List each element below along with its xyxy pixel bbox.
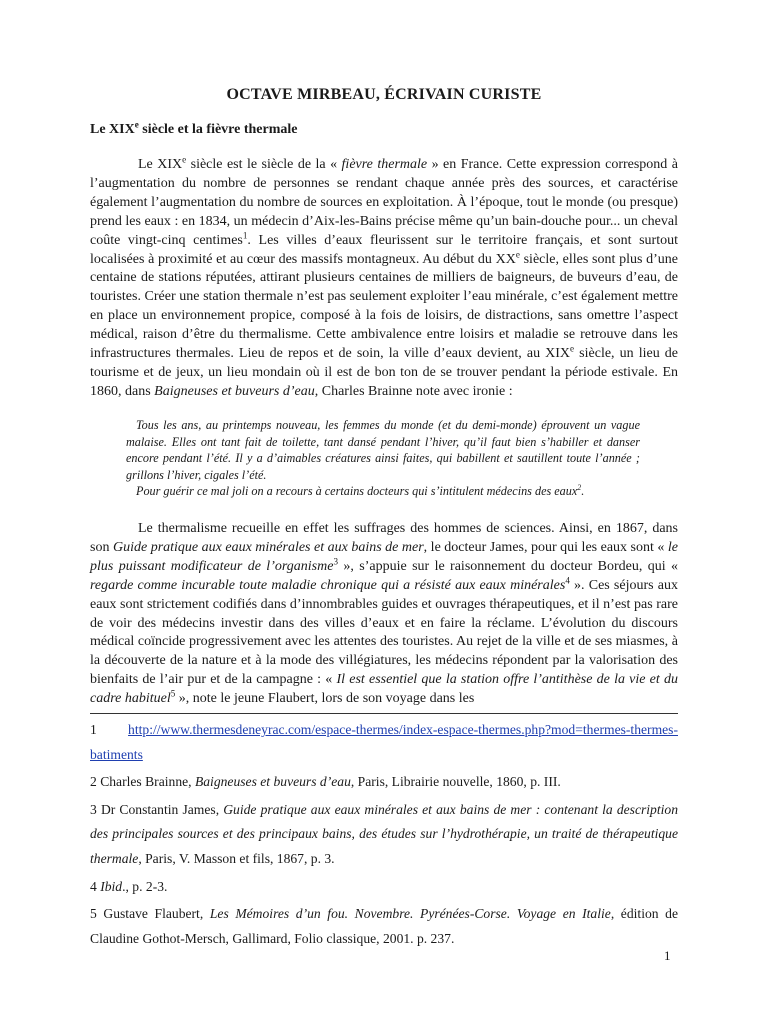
footnote-ref-1: 1 (242, 229, 248, 240)
footnote-text: 5 Gustave Flaubert, (90, 906, 210, 922)
p1-text: siècle est le siècle de la « (186, 157, 342, 172)
footnote-emphasis: Baigneuses et buveurs d’eau (194, 774, 351, 790)
footnote-text: , édition de Claudine Gothot-Mersch, Gallimard, Folio classique, 2001. p. 237. (90, 906, 678, 946)
footnote-3 (90, 798, 678, 872)
footnote-4 (90, 875, 678, 900)
p1-text: . Les villes d’eaux fleurissent sur le territoire français, et sont surtout localisées à proximité et au cœur des massifs montagneux. Au début du XX (90, 232, 678, 267)
page-number: 1 (664, 948, 671, 963)
p1-sup: e (515, 248, 520, 259)
footnotes (90, 718, 678, 954)
p2-emphasis: Il est essentiel que la station offre l’antithèse de la vie et du cadre habituel (90, 672, 678, 707)
p2-text: », note le jeune Flaubert, lors de son voyage dans les (175, 691, 475, 707)
section-heading-prefix: Le XIX (90, 122, 135, 137)
p1-sup: e (570, 343, 575, 354)
footnote-number: 1 (90, 722, 129, 737)
footnote-separator (90, 713, 678, 714)
footnote-text: 3 Dr Constantin James, (90, 801, 224, 817)
footnote-text: , Paris, Librairie nouvelle, 1860, p. III. (350, 774, 561, 790)
footnote-text: , Paris, V. Masson et fils, 1867, p. 3. (138, 850, 335, 866)
p2-text: ». Ces séjours aux eaux sont strictement codifiés dans d’innombrables guides et ouvrages thérapeutiques, et il n’est pas rare de voir des médecins investir dans des villes d’eaux et en faire la réclame. L’évolution du discours médical coïncide progressivement avec les attentes des touristes. Au rejet de la ville et de ses miasmes, à la découverte de la nature et à la mode des villégiatures, les médecins répondent par la valorisation des bienfaits de l’air pur et de la campagne : « (90, 577, 678, 688)
block-quote (126, 417, 640, 500)
p1-text: siècle, un lieu de tourisme et de jeux, un lieu mondain où il est de bon ton de se trouver pendant la période estivale. En 1860, dans (90, 346, 678, 399)
footnote-1-link[interactable]: http://www.thermesdeneyrac.com/espace-thermes/index-espace-thermes.php?mod=thermes-thermes-batiments (90, 722, 678, 762)
footnote-2 (90, 770, 678, 795)
p2-emphasis: regarde comme incurable toute maladie chronique qui a résisté aux eaux minérales (90, 577, 566, 593)
footnote-ref-2: 2 (577, 483, 582, 493)
p1-emphasis: Baigneuses et buveurs d’eau (154, 383, 315, 399)
p1-text: , Charles Brainne note avec ironie : (314, 383, 513, 399)
p2-emphasis: le plus puissant modificateur de l’organisme (90, 539, 679, 574)
p1-text: » en France. Cette expression correspond à l’augmentation du nombre de personnes se rendant chaque année près des sources, et caractérise également l’augmentation du nombre de sources en exploitation. À l’époque, tout le monde (ou presque) prend les eaux : en 1834, un médecin d’Aix-les-Bains précise même qu’un bain-douche pour... un cheval coûte vingt-cinq centimes (90, 157, 678, 248)
footnote-5 (90, 902, 678, 951)
footnote-ref-3: 3 (333, 556, 338, 567)
p2-text: Le thermalisme recueille en effet les suffrages des hommes de sciences. Ainsi, en 1867, dans son (90, 521, 678, 555)
section-heading-sup: e (134, 119, 139, 130)
section-heading-suffix: siècle et la fièvre thermale (138, 122, 298, 137)
quote-text: Tous les ans, au printemps nouveau, les femmes du monde (et du demi-monde) éprouvent un vague malaise. Elles ont tant fait de toilette, tant dansé pendant l’hiver, qu’il faut bien s’habiller et danser encore pendant l’été. Il y a d’aimables créatures ainsi faites, qui babillent et sautillent toute l’année ; grillons l’hiver, cigales l’été. (126, 418, 640, 482)
p1-text: Le XIX (138, 157, 183, 172)
footnote-1 (90, 718, 678, 767)
footnote-emphasis: Ibid (100, 878, 123, 894)
quote-paragraph-1 (126, 417, 640, 483)
footnote-text: 2 Charles Brainne, (90, 774, 195, 790)
p1-sup: e (182, 154, 187, 165)
quote-text: . (581, 484, 585, 499)
section-heading (90, 119, 298, 138)
footnote-ref-5: 5 (170, 688, 176, 699)
footnote-emphasis: Guide pratique aux eaux minérales et aux bains de mer : contenant la description des principales sources et des principaux bains, des études sur l’hydrothérapie, un traité de thérapeutique thermale (90, 801, 678, 866)
footnote-text: ., p. 2-3. (122, 878, 168, 894)
document-title: OCTAVE MIRBEAU, ÉCRIVAIN CURISTE (226, 86, 542, 103)
quote-paragraph-2 (126, 483, 640, 500)
p2-text: , le docteur James, pour qui les eaux sont « (423, 539, 668, 555)
p1-text: siècle, elles sont plus d’une centaine de stations réputées, attirant plusieurs centaines de milliers de baigneurs, de buveurs d’eau, de touristes. Créer une station thermale n’est pas seulement exploiter l’eau minérale, c’est également mettre en place un environnement propice, composé à la fois de loisirs, de distractions, sans omettre l’aspect médical, raison d’être du thermalisme. Cette ambivalence entre loisirs et maladie se retrouve dans les infrastructures thermales. Lieu de repos et de soin, la ville d’eaux devient, au XIX (90, 251, 679, 362)
paragraph-1 (90, 156, 678, 402)
footnote-ref-4: 4 (565, 575, 570, 586)
quote-text: Pour guérir ce mal joli on a recours à certains docteurs qui s’intitulent médecins des eaux (136, 484, 578, 499)
footnote-text: 4 (90, 878, 101, 894)
p2-text: », s’appuie sur le raisonnement du docteur Bordeu, qui « (338, 558, 678, 574)
footnote-emphasis: Les Mémoires d’un fou. Novembre. Pyrénées-Corse. Voyage en Italie (209, 906, 611, 922)
paragraph-2 (90, 520, 678, 709)
p2-emphasis: Guide pratique aux eaux minérales et aux bains de mer (112, 539, 424, 555)
p1-emphasis: fièvre thermale (341, 157, 428, 172)
